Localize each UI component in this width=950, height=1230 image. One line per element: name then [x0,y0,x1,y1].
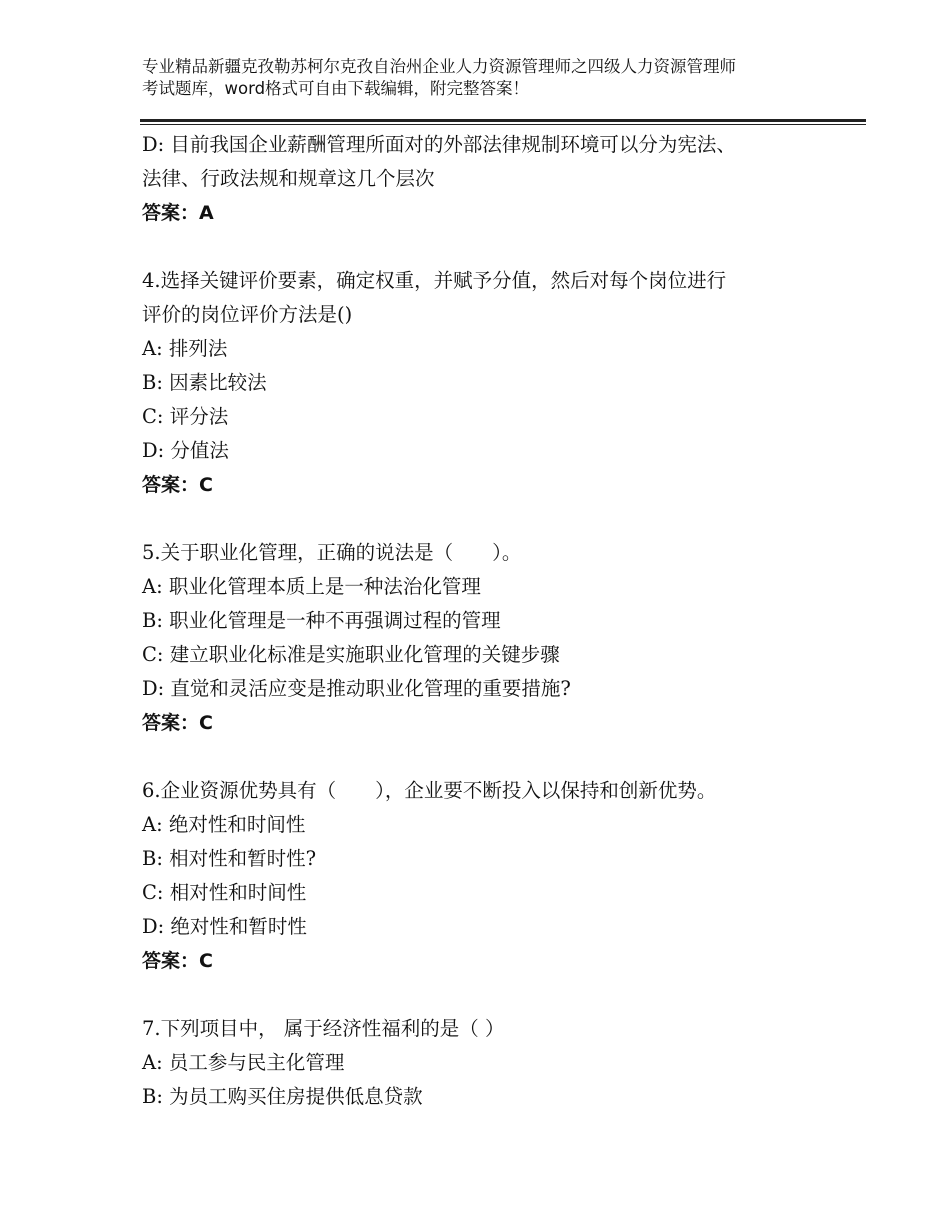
question-stem: 7.下列项目中， 属于经济性福利的是（ ） [142,1017,505,1040]
answer: 答案：A [142,202,214,224]
question-stem: 6.企业资源优势具有（ ），企业要不断投入以保持和创新优势。 [142,779,717,802]
spacer [142,740,842,774]
question-3-tail [142,128,842,230]
option-b: B: 为员工购买住房提供低息贷款 [142,1085,423,1108]
option-a: A: 排列法 [142,337,228,360]
spacer [142,502,842,536]
question-stem-line1: 4.选择关键评价要素，确定权重，并赋予分值，然后对每个岗位进行 [142,269,727,292]
option-b: B: 相对性和暂时性? [142,847,317,870]
option-d-line1: D: 目前我国企业薪酬管理所面对的外部法律规制环境可以分为宪法、 [142,133,736,156]
question-stem-line2: 评价的岗位评价方法是() [142,303,353,326]
header-title-line2: 考试题库，word格式可自由下载编辑，附完整答案！ [142,79,530,98]
header-divider-thin [140,124,866,125]
option-d: D: 绝对性和暂时性 [142,915,307,938]
option-b: B: 职业化管理是一种不再强调过程的管理 [142,609,501,632]
option-c: C: 相对性和时间性 [142,881,307,904]
question-7 [142,1012,842,1114]
question-6 [142,774,842,978]
answer: 答案：C [142,474,213,496]
header-title-line1: 专业精品新疆克孜勒苏柯尔克孜自治州企业人力资源管理师之四级人力资源管理师 [142,57,736,76]
document-body [142,128,842,1114]
answer: 答案：C [142,950,213,972]
option-c: C: 评分法 [142,405,229,428]
option-d-line2: 法律、行政法规和规章这几个层次 [142,167,435,190]
option-d: D: 分值法 [142,439,229,462]
option-d: D: 直觉和灵活应变是推动职业化管理的重要措施? [142,677,571,700]
question-4 [142,264,842,502]
question-5 [142,536,842,740]
document-header [142,56,842,100]
spacer [142,978,842,1012]
answer: 答案：C [142,712,213,734]
option-c: C: 建立职业化标准是实施职业化管理的关键步骤 [142,643,560,666]
option-a: A: 职业化管理本质上是一种法治化管理 [142,575,481,598]
option-a: A: 员工参与民主化管理 [142,1051,345,1074]
option-a: A: 绝对性和时间性 [142,813,306,836]
question-stem: 5.关于职业化管理，正确的说法是（ ）。 [142,541,522,564]
header-divider-thick [140,119,866,122]
spacer [142,230,842,264]
option-b: B: 因素比较法 [142,371,267,394]
